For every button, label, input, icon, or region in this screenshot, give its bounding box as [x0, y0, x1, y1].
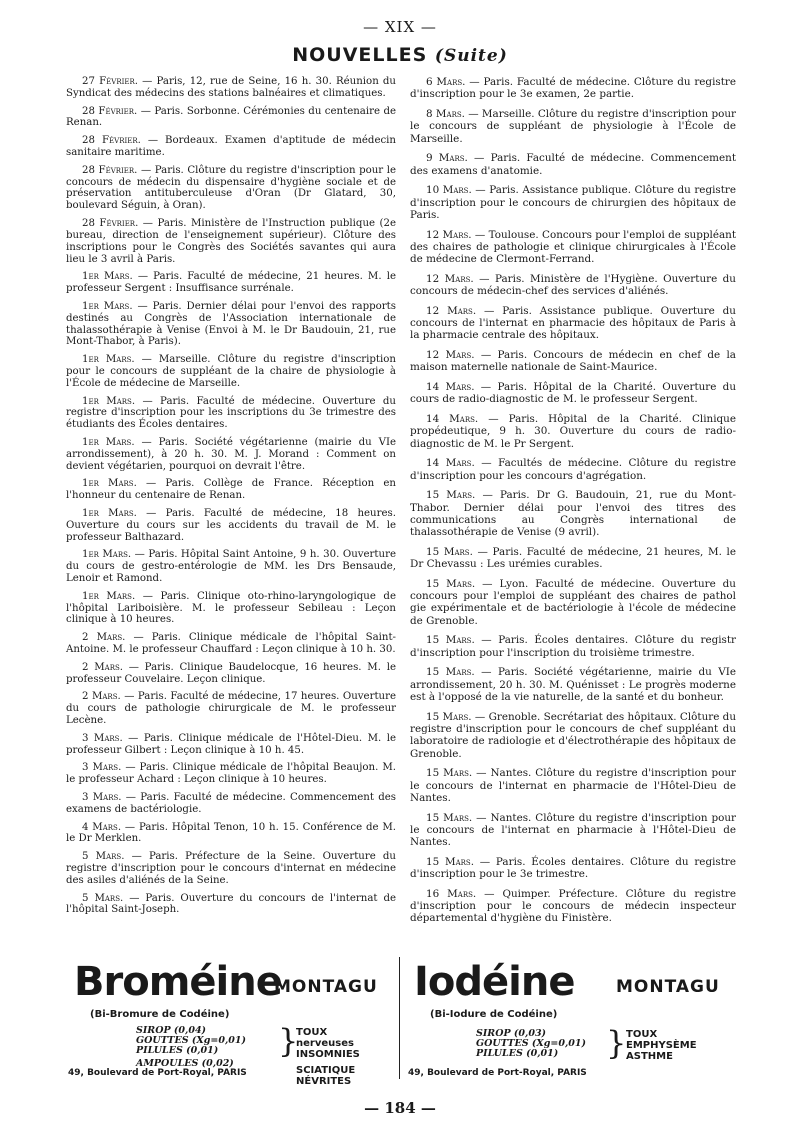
entry-text: — Toulouse. Concours pour l'emploi de suppléant des chaires de pathologie et clinique chirurgicales à l'École de médecine de Clermont-Ferrand.	[410, 228, 736, 266]
entry-text: — Paris. Clôture du registre d'inscription pour le concours de médecin du dispensaire d'hygiène sociale et de préservation antituberculeuse d'Oran (Dr Glatard, 30, boulevard Séguin, à Oran).	[66, 164, 397, 212]
iodeine-maker: MONTAGU	[616, 977, 720, 997]
entry-date: 3 Mars.	[82, 762, 122, 774]
indication: ASTHME	[626, 1051, 673, 1062]
news-entry	[66, 851, 396, 887]
news-entry	[66, 762, 396, 786]
news-entry	[66, 106, 396, 130]
entry-text: — Paris. Sorbonne. Cérémonies du centenaire de Renan.	[66, 105, 396, 129]
bromeine-forms	[136, 1026, 246, 1069]
news-entry	[66, 271, 396, 295]
right-column	[410, 76, 736, 932]
entry-date: 1er Mars.	[82, 507, 137, 519]
bromeine-ad	[66, 953, 386, 1087]
entry-date: 6 Mars.	[426, 76, 466, 88]
form-line: PILULES (0,01)	[136, 1045, 219, 1057]
entry-text: — Paris. Société végétarienne, mairie du VIe arrondissement, 20 h. 30. M. Quénisset : Le progrès moderne est à l'opposé de la vie naturelle, de la santé et du bonheur.	[410, 666, 736, 704]
entry-text: — Paris. Ouverture du concours de l'internat de l'hôpital Saint-Joseph.	[66, 892, 397, 916]
news-entry	[410, 634, 736, 659]
news-entry	[410, 413, 736, 450]
news-entry	[410, 767, 736, 804]
news-entry	[66, 478, 396, 502]
entry-text: — Paris. Clinique oto-rhino-laryngologique de l'hôpital Lariboisière. M. le professeur Sebileau : Leçon clinique à 10 heures.	[66, 590, 396, 626]
entry-text: — Paris. Faculté de médecine, 18 heures. Ouverture du cours sur les accidents du travail de M. le professeur Balthazard.	[66, 507, 396, 543]
news-entry	[410, 546, 736, 571]
entry-text: — Paris. Clinique médicale de l'Hôtel-Dieu. M. le professeur Gilbert : Leçon clinique à 10 h. 45.	[66, 732, 396, 756]
entry-date: 12 Mars.	[426, 304, 477, 317]
entry-date: 28 Février.	[82, 164, 138, 176]
form-line: GOUTTES (Xg=0,01)	[476, 1038, 586, 1050]
iodeine-indications	[626, 1029, 697, 1062]
entry-date: 3 Mars.	[82, 791, 122, 803]
entry-date: 15 Mars.	[426, 855, 475, 868]
bromeine-maker: MONTAGU	[274, 977, 378, 997]
brace-glyph: }	[278, 1022, 299, 1060]
indication: NÉVRITES	[296, 1076, 352, 1087]
indication: INSOMNIES	[296, 1049, 360, 1060]
entry-text: — Paris. Clinique médicale de l'hôpital Saint-Antoine. M. le professeur Chauffard : Leçon clinique à 10 h. 30.	[66, 632, 396, 656]
iodeine-forms	[476, 1029, 586, 1060]
entry-text: — Paris. Faculté de médecine, 17 heures. Ouverture du cours de pathologie chirurgicale de M. le professeur Lecène.	[66, 691, 396, 727]
news-entry	[66, 591, 396, 627]
entry-date: 2 Mars.	[82, 661, 124, 673]
news-entry	[66, 135, 396, 159]
news-entry	[66, 691, 396, 727]
left-column	[66, 76, 396, 922]
entry-text: — Nantes. Clôture du registre d'inscription pour le concours de l'internat en pharmacie à l'Hôtel-Dieu de Nantes.	[410, 811, 737, 849]
news-entry	[66, 165, 396, 212]
news-entry	[66, 822, 396, 846]
entry-date: 1er Mars.	[82, 354, 135, 366]
news-entry	[410, 273, 736, 298]
entry-date: 2 Mars.	[82, 691, 121, 703]
entry-date: 1er Mars.	[82, 436, 135, 448]
entry-text: — Paris. Faculté de médecine. Clôture du registre d'inscription pour le 3e examen, 2e partie.	[410, 76, 736, 101]
entry-date: 14 Mars.	[426, 381, 475, 394]
news-entry	[66, 218, 396, 265]
entry-text: — Paris. Ministère de l'Hygiène. Ouverture du concours de médecin-chef des services d'aliénés.	[410, 272, 736, 298]
news-entry	[66, 396, 396, 432]
entry-text: — Marseille. Clôture du registre d'inscription pour le concours de suppléant de la chaire de physiologie à l'École de médecine de Marseille.	[66, 354, 396, 389]
news-entry	[410, 457, 736, 482]
entry-text: — Paris. Hôpital de la Charité. Clinique propédeutique, 9 h. 30. Ouverture du cours de radio-diagnostic de M. le Pr Sergent.	[410, 413, 736, 450]
entry-text: — Paris. Dernier délai pour l'envoi des rapports destinés au Congrès de l'Association internationale de thalassothérapie à Venise (Envoi à M. le Dr Baudouin, 21, rue Mont-Thabor, à Paris).	[66, 300, 396, 348]
form-line: SIROP (0,03)	[476, 1028, 547, 1039]
entry-date: 15 Mars.	[426, 811, 473, 824]
iodeine-subtitle: (Bi-Iodure de Codéine)	[430, 1009, 558, 1020]
form-line: GOUTTES (Xg=0,01)	[136, 1035, 246, 1047]
section-title	[0, 44, 800, 66]
news-entry	[410, 381, 736, 406]
entry-text: — Paris. Faculté de médecine. Commencement des examens de bactériologie.	[66, 791, 397, 815]
entry-text: — Paris. Société végétarienne (mairie du VIe arrondissement), à 20 h. 30. M. J. Morand : Comment on devient végétarien, pourquoi on devrait l'être.	[66, 436, 396, 472]
bromeine-address: 49, Boulevard de Port-Royal, PARIS	[68, 1068, 247, 1078]
entry-text: — Facultés de médecine. Clôture du registre d'inscription pour les concours d'agrégation.	[410, 457, 736, 482]
entry-date: 1er Mars.	[82, 395, 136, 407]
entry-text: — Paris. Hôpital Tenon, 10 h. 15. Conférence de M. le Dr Merklen.	[66, 821, 396, 845]
entry-date: 15 Mars.	[426, 634, 475, 647]
news-entry	[66, 354, 396, 390]
news-entry	[66, 508, 396, 544]
news-entry	[66, 792, 396, 816]
entry-text: — Paris. Dr G. Baudouin, 21, rue du Mont-Thabor. Dernier délai pour l'envoi des titres des communications au Congrès international de thalassothérapie de Venise (9 avril).	[410, 489, 736, 539]
entry-text: — Paris, 12, rue de Seine, 16 h. 30. Réunion du Syndicat des médecins des stations balnéaires et climatiques.	[66, 76, 396, 99]
entry-date: 9 Mars.	[426, 152, 468, 165]
bromeine-brand: Broméine	[74, 959, 282, 1005]
entry-date: 5 Mars.	[82, 851, 125, 863]
entry-date: 3 Mars.	[82, 732, 123, 744]
entry-text: — Paris. Faculté de médecine, 21 heures. M. le professeur Sergent : Insuffisance surrénale.	[66, 271, 396, 295]
entry-date: 8 Mars.	[426, 107, 465, 120]
news-entry	[410, 812, 736, 849]
entry-text: — Paris. Préfecture de la Seine. Ouverture du registre d'inscription pour le concours d'internat en médecine des asiles d'aliénés de la Seine.	[66, 851, 396, 886]
entry-text: — Bordeaux. Examen d'aptitude de médecin sanitaire maritime.	[66, 135, 396, 158]
entry-date: 12 Mars.	[426, 228, 472, 241]
news-entry	[66, 301, 396, 348]
news-entry	[66, 632, 396, 656]
form-line: SIROP (0,04)	[136, 1025, 207, 1036]
section-title-text: NOUVELLES	[292, 44, 428, 66]
entry-date: 15 Mars.	[426, 489, 476, 502]
entry-date: 1er Mars.	[82, 478, 137, 490]
entry-date: 12 Mars.	[426, 349, 475, 362]
news-entry	[410, 489, 736, 538]
entry-text: — Grenoble. Secrétariat des hôpitaux. Clôture du registre d'inscription pour le concours de chef suppléant du laboratoire de radiologie et d'électrothérapie des hôpitaux de Grenoble.	[410, 710, 737, 760]
entry-date: 5 Mars.	[82, 892, 124, 904]
news-entry	[410, 108, 736, 145]
news-entry	[66, 893, 396, 917]
news-entry	[410, 184, 736, 221]
entry-text: — Paris. Clinique médicale de l'hôpital Beaujon. M. le professeur Achard : Leçon clinique à 10 heures.	[66, 762, 397, 786]
news-entry	[410, 578, 736, 627]
entry-date: 16 Mars.	[426, 887, 477, 900]
entry-date: 14 Mars.	[426, 457, 475, 470]
entry-date: 14 Mars.	[426, 413, 479, 426]
entry-date: 28 Février.	[82, 218, 139, 229]
news-entry	[410, 305, 736, 342]
indication: TOUX nerveuses	[296, 1027, 354, 1049]
news-entry	[66, 549, 396, 585]
entry-text: — Marseille. Clôture du registre d'inscription pour le concours de suppléant de physiologie à l'École de Marseille.	[410, 107, 736, 145]
entry-text: — Paris. Assistance publique. Clôture du registre d'inscription pour le concours de chirurgien des hôpitaux de Paris.	[410, 184, 737, 221]
entry-date: 15 Mars.	[426, 577, 476, 590]
iodeine-brand: Iodéine	[414, 959, 575, 1005]
bromeine-subtitle: (Bi-Bromure de Codéine)	[90, 1009, 230, 1020]
bromeine-indications	[296, 1027, 386, 1087]
indication: EMPHYSÈME	[626, 1040, 697, 1051]
ad-divider	[399, 957, 400, 1079]
entry-text: — Paris. Faculté de médecine. Ouverture du registre d'inscription pour les inscriptions du 3e trimestre des étudiants des Écoles dentaires.	[66, 395, 396, 431]
entry-text: — Lyon. Faculté de médecine. Ouverture du concours pour l'emploi de suppléant des chaires de pathol gie expérimentale et de bactériologie à l'école de médecine de Grenoble.	[410, 577, 736, 627]
news-entry	[66, 437, 396, 473]
news-entry	[410, 76, 736, 101]
news-entry	[410, 666, 736, 703]
entry-date: 15 Mars.	[426, 545, 473, 558]
indication: TOUX	[626, 1029, 658, 1040]
entry-text: — Nantes. Clôture du registre d'inscription pour le concours de l'internat en pharmacie de l'Hôtel-Dieu de Nantes.	[410, 767, 737, 804]
news-entry	[410, 888, 736, 925]
page-number: — 184 —	[364, 1099, 436, 1117]
entry-date: 15 Mars.	[426, 666, 475, 679]
entry-date: 27 Février.	[82, 76, 138, 87]
news-entry	[410, 349, 736, 374]
entry-date: 15 Mars.	[426, 710, 472, 723]
entry-text: — Paris. Hôpital de la Charité. Ouverture du cours de radio-diagnostic de M. le professeur Sergent.	[410, 381, 737, 406]
entry-date: 1er Mars.	[82, 549, 132, 561]
running-header: — XIX —	[363, 18, 437, 36]
form-line: AMPOULES (0,02)	[136, 1057, 234, 1069]
news-entry	[410, 856, 736, 881]
news-entry	[66, 733, 396, 757]
entry-date: 1er Mars.	[82, 300, 133, 312]
entry-date: 4 Mars.	[82, 821, 122, 833]
entry-text: — Quimper. Préfecture. Clôture du registre d'inscription pour le concours de médecin inspecteur départemental d'hygiène du Finistère.	[410, 887, 736, 925]
news-entry	[410, 711, 736, 760]
entry-date: 1er Mars.	[82, 590, 136, 602]
entry-text: — Paris. Clinique Baudelocque, 16 heures. M. le professeur Couvelaire. Leçon clinique.	[66, 661, 396, 685]
news-entry	[410, 152, 736, 177]
entry-text: — Paris. Écoles dentaires. Clôture du registre d'inscription pour le 3e trimestre.	[410, 855, 737, 881]
iodeine-ad	[406, 953, 726, 1083]
entry-text: — Paris. Collège de France. Réception en l'honneur du centenaire de Renan.	[66, 478, 396, 502]
iodeine-address: 49, Boulevard de Port-Royal, PARIS	[408, 1068, 587, 1078]
entry-date: 12 Mars.	[426, 272, 474, 285]
brace-glyph: }	[606, 1024, 627, 1062]
news-entry	[66, 76, 396, 100]
entry-text: — Paris. Écoles dentaires. Clôture du registr d'inscription pour l'inscription du troisième trimestre.	[410, 634, 737, 659]
entry-date: 15 Mars.	[426, 767, 473, 780]
advertisement-band	[66, 953, 736, 1087]
section-title-suite: (Suite)	[434, 46, 508, 66]
news-entry	[410, 229, 736, 266]
entry-date: 1er Mars.	[82, 271, 133, 283]
entry-text: — Paris. Hôpital Saint Antoine, 9 h. 30. Ouverture du cours de gestro-entérologie de MM. les Drs Bensaude, Lenoir et Ramond.	[66, 549, 396, 585]
entry-text: — Paris. Assistance publique. Ouverture du concours de l'internat en pharmacie des hôpitaux de Paris à la pharmacie centrale des hôpitaux.	[410, 304, 736, 342]
indication: SCIATIQUE	[296, 1065, 356, 1076]
entry-text: — Paris. Ministère de l'Instruction publique (2e bureau, direction de l'enseignement supérieur). Clôture des inscriptions pour le Congrès des Sociétés savantes qui aura lieu le 3 avril à Paris.	[66, 218, 396, 265]
entry-date: 2 Mars.	[82, 632, 126, 644]
entry-date: 28 Février.	[82, 135, 141, 147]
entry-text: — Paris. Concours de médecin en chef de la maison maternelle nationale de Saint-Maurice.	[410, 349, 736, 374]
entry-date: 10 Mars.	[426, 184, 472, 197]
form-line: PILULES (0,01)	[476, 1048, 559, 1060]
entry-date: 28 Février.	[82, 105, 138, 117]
entry-text: — Paris. Faculté de médecine, 21 heures, M. le Dr Chevassu : Les urémies curables.	[410, 545, 736, 571]
entry-text: — Paris. Faculté de médecine. Commencement des examens d'anatomie.	[410, 152, 736, 177]
news-entry	[66, 662, 396, 686]
